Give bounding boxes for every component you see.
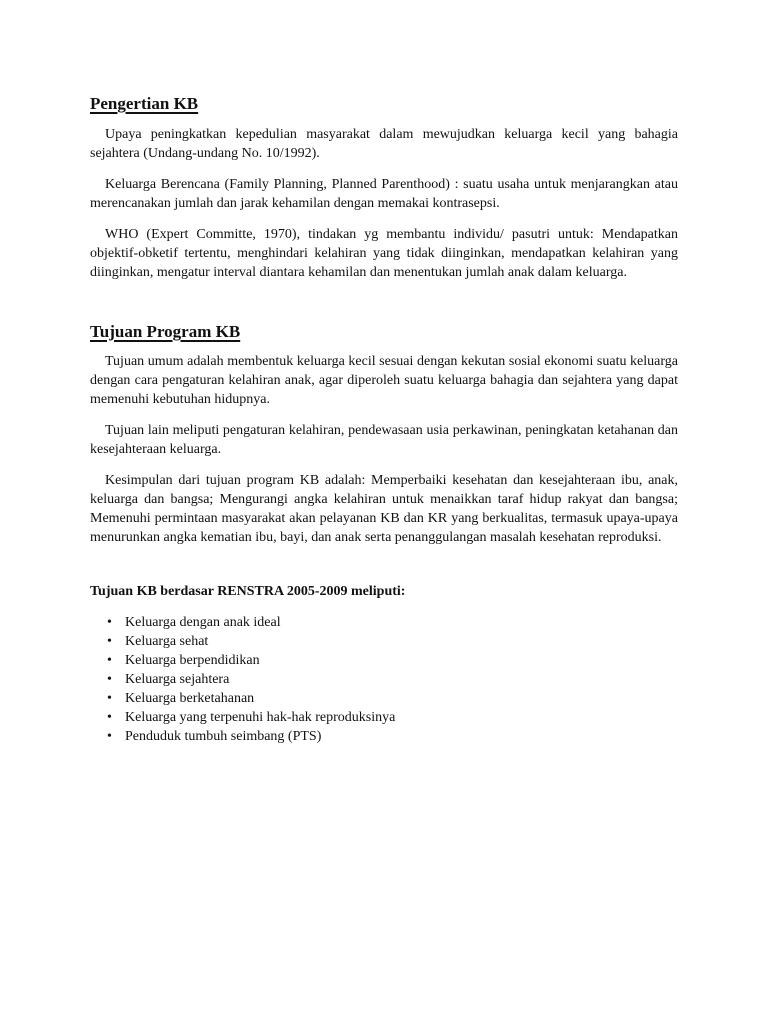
document-page (90, 92, 678, 746)
bullet-icon: • (107, 710, 112, 725)
bullet-icon: • (107, 672, 112, 687)
list-item (90, 613, 678, 632)
list-item (90, 689, 678, 708)
subheading-renstra: Tujuan KB berdasar RENSTRA 2005-2009 meliputi: (90, 584, 406, 599)
section-heading-tujuan-program-kb: Tujuan Program KB (90, 322, 241, 341)
list-item-label: Keluarga sejahtera (125, 672, 230, 687)
paragraph: Tujuan lain meliputi pengaturan kelahiran, pendewasaan usia perkawinan, peningkatan ketahanan dan kesejahteraan keluarga. (90, 423, 678, 457)
paragraph: Keluarga Berencana (Family Planning, Planned Parenthood) : suatu usaha untuk menjarangkan atau merencanakan jumlah dan jarak kehamilan dengan memakai kontrasepsi. (90, 177, 678, 211)
list-item (90, 670, 678, 689)
list-item-label: Keluarga sehat (125, 634, 209, 649)
list-item (90, 727, 678, 746)
paragraph: Kesimpulan dari tujuan program KB adalah: Memperbaiki kesehatan dan kesejahteraan ibu, anak, keluarga dan bangsa; Mengurangi angka kelahiran untuk menaikkan taraf hidup rakyat dan bangsa; Memenuhi permintaan masyarakat akan pelayanan KB dan KR yang berkualitas, termasuk upaya-upaya menurunkan angka kematian ibu, bayi, dan anak serta penanggulangan masalah kesehatan reproduksi. (90, 473, 678, 545)
list-item-label: Keluarga berketahanan (125, 691, 255, 706)
bullet-icon: • (107, 634, 112, 649)
bullet-icon: • (107, 653, 112, 668)
bullet-icon: • (107, 729, 112, 744)
list-item-label: Penduduk tumbuh seimbang (PTS) (125, 729, 322, 744)
list-item-label: Keluarga yang terpenuhi hak-hak reproduksinya (125, 710, 396, 725)
paragraph: WHO (Expert Committe, 1970), tindakan yg membantu individu/ pasutri untuk: Mendapatkan objektif-obketif tertentu, menghindari kelahiran yang tidak diinginkan, mendapatkan kelahiran yang diinginkan, mengatur interval diantara kehamilan dan menentukan jumlah anak dalam keluarga. (90, 227, 678, 280)
list-item (90, 632, 678, 651)
bullet-icon: • (107, 691, 112, 706)
list-item (90, 651, 678, 670)
bullet-icon: • (107, 615, 112, 630)
paragraph: Upaya peningkatkan kepedulian masyarakat dalam mewujudkan keluarga kecil yang bahagia sejahtera (Undang-undang No. 10/1992). (90, 127, 678, 161)
paragraph: Tujuan umum adalah membentuk keluarga kecil sesuai dengan kekutan sosial ekonomi suatu keluarga dengan cara pengaturan kelahiran anak, agar diperoleh suatu keluarga bahagia dan sejahtera yang dapat memenuhi kebutuhan hidupnya. (90, 354, 678, 407)
list-item (90, 708, 678, 727)
list-item-label: Keluarga berpendidikan (125, 653, 260, 668)
list-item-label: Keluarga dengan anak ideal (125, 615, 281, 630)
bullet-list (90, 613, 678, 746)
section-heading-pengertian-kb: Pengertian KB (90, 94, 199, 113)
